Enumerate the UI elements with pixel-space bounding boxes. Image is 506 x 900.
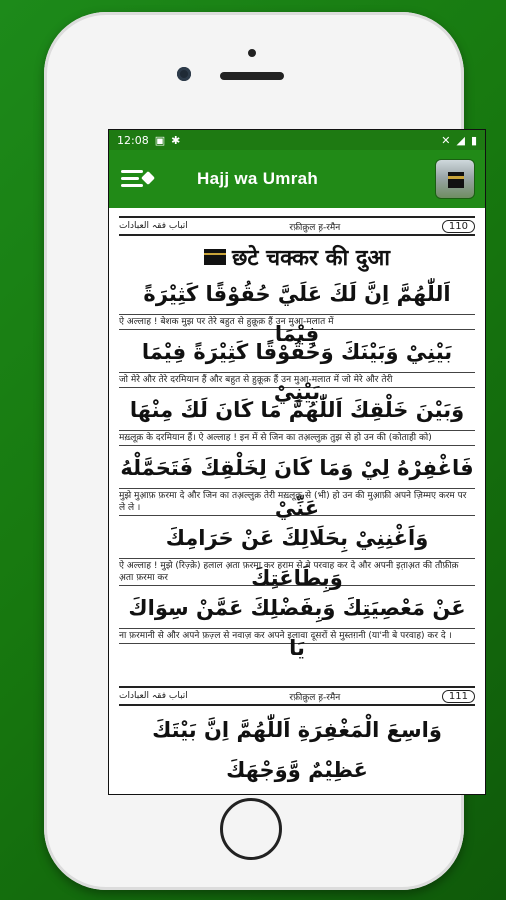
header-title: रफ़ीक़ुल ह़-रमैन [289, 692, 341, 703]
app-bar [109, 150, 485, 208]
next-page-header [119, 686, 475, 706]
phone-frame [44, 12, 477, 890]
menu-icon[interactable] [119, 166, 157, 192]
book-page[interactable] [109, 208, 485, 782]
translation-line: ऐ अल्लाह ! मुझे (रिज़्क़े) हलाल अ़ता फ़रमा कर हराम से बे परवाह कर दे और अपनी इत़ाअ़त की तौफ़ीक़ अ़ता फ़रमा कर [119, 558, 475, 586]
status-time: 12:08 [117, 133, 149, 147]
header-title: रफ़ीक़ुल ह़-रमैन [289, 222, 341, 233]
arabic-line: وَاسِعَ الْمَغْفِرَةِ اَللّٰهُمَّ اِنَّ بَيْتَكَ عَظِيْمٌ وَّوَجْهَكَ [152, 718, 442, 782]
mute-icon: ✕ [441, 133, 451, 147]
translation-line: मख़्लूक़ के दरमियान हैं। ऐ अल्लाह ! इन में से जिन का तअ़ल्लुक़ तुझ से हो उन की (कोताही को) [119, 430, 475, 446]
section-title-text: छटे चक्कर की दुआ [231, 246, 391, 271]
translation-line: मुझे मुआ़फ़ फ़रमा दे और जिन का तअ़ल्लुक़ तेरी मख़्लूक़ से (भी) हो उन की मुआ़फ़ी अपने ज़िम्मए करम पर ले ले । [119, 488, 475, 516]
page-number: 111 [442, 690, 475, 703]
translation-line: ना फ़रमानी से और अपने फ़ज़्ल से नवाज़ कर अपने इलावा दूसरों से मुस्तग़नी (या'नी बे परवाह) कर दे । [119, 628, 475, 644]
arabic-line: وَبَيْنَ خَلْقِكَ اَللّٰهُمَّ مَا كَانَ لَكَ مِنْهَا [129, 398, 465, 422]
earpiece-speaker [220, 72, 284, 80]
arabic-line: اَللّٰهُمَّ اِنَّ لَكَ عَلَيَّ حُقُوْقًا كَثِيْرَةً فِيْمَا [143, 282, 451, 346]
proximity-sensor [248, 49, 256, 57]
page-number: 110 [442, 220, 475, 233]
arabic-line: بَيْنِيْ وَبَيْنَكَ وَحُقُوْقًا كَثِيْرَةً فِيْمَا بَيْنِيْ [141, 340, 453, 404]
home-button[interactable] [220, 798, 282, 860]
settings-icon: ✱ [171, 133, 181, 147]
translation-line: जो मेरे और तेरे दरमियान हैं और बहुत से हुक़ूक़ हैं उन मुआ-मलात में जो मेरे और तेरी [119, 372, 475, 388]
translation-line: ऐ अल्लाह ! बेशक मुझ पर तेरे बहुत से हुक़ूक़ हैं उन मुआ-मलात में [119, 314, 475, 330]
kaaba-icon [204, 249, 226, 265]
battery-icon: ▮ [470, 133, 477, 147]
header-book-label: اتباب فقہ العبادات [119, 691, 188, 701]
front-camera [177, 67, 191, 81]
status-bar [109, 130, 485, 150]
arabic-line: عَنْ مَعْصِيَتِكَ وَبِفَضْلِكَ عَمَّنْ سِوَاكَ يَا [128, 596, 466, 660]
page-header [119, 216, 475, 236]
section-title [119, 242, 475, 272]
header-book-label: اتباب فقہ العبادات [119, 221, 188, 231]
arabic-line: فَاغْفِرْهُ لِيْ وَمَا كَانَ لِخَلْقِكَ فَتَحَمَّلْهُ عَنِّيْ [120, 456, 474, 520]
signal-icon: ◢ [456, 133, 465, 147]
image-icon: ▣ [154, 133, 166, 147]
app-title: Hajj wa Umrah [197, 169, 319, 188]
kaaba-thumbnail[interactable] [435, 159, 475, 199]
app-screen [108, 129, 486, 795]
arabic-line: وَاَغْنِنِيْ بِحَلَالِكَ عَنْ حَرَامِكَ وَبِطَاعَتِكَ [165, 526, 429, 590]
